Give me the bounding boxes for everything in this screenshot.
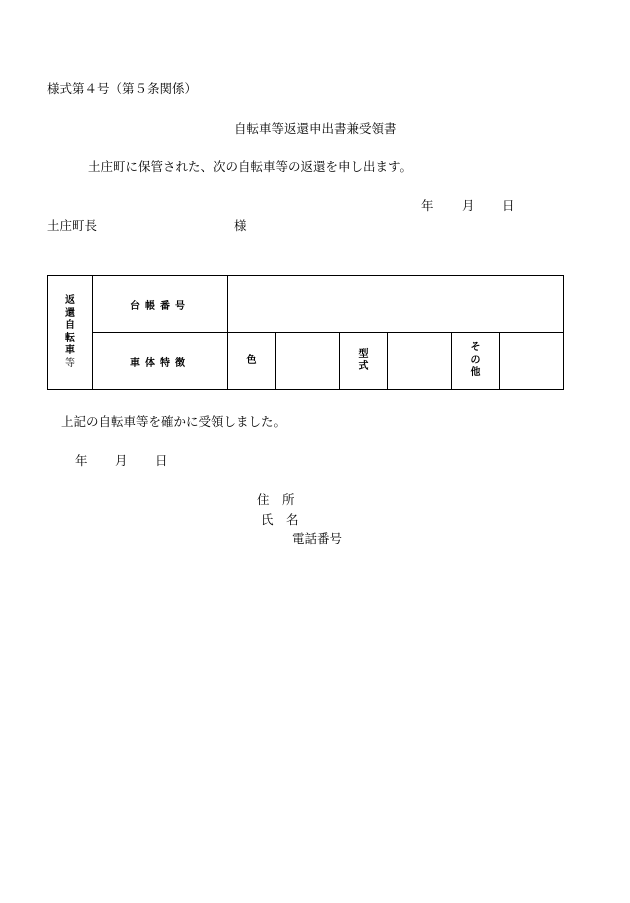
date-year-bottom: 年: [75, 453, 88, 468]
address-label: 住 所: [257, 492, 295, 507]
intro-text: 土庄町に保管された、次の自転車等の返還を申し出ます。: [88, 159, 413, 174]
other-cell: [500, 333, 564, 390]
color-cell: [276, 333, 340, 390]
other-char: の: [470, 354, 481, 366]
date-month-top: 月: [462, 198, 475, 213]
ledger-number-label: 台帳番号: [93, 276, 228, 333]
group-char: 車: [65, 345, 75, 356]
addressee-name: 土庄町長: [47, 218, 98, 233]
bicycle-group-label: [48, 276, 93, 390]
bicycle-table: [47, 275, 564, 390]
group-char: 等: [65, 357, 75, 369]
form-number: 様式第４号（第５条関係）: [47, 81, 198, 96]
addressee-honorific: 様: [234, 218, 247, 233]
group-char: 自: [65, 320, 75, 331]
document-title: 自転車等返還申出書兼受領書: [234, 121, 397, 136]
phone-label: 電話番号: [292, 531, 343, 546]
other-label: [452, 333, 500, 390]
group-char: 還: [65, 307, 75, 319]
model-label: [340, 333, 388, 390]
name-label: 氏 名: [261, 512, 299, 527]
date-day-bottom: 日: [155, 453, 168, 468]
date-day-top: 日: [502, 198, 515, 213]
group-char: 返: [65, 295, 75, 306]
body-features-label: 車体特徴: [93, 333, 228, 390]
group-char: 転: [65, 332, 75, 344]
other-char: そ: [470, 342, 481, 354]
model-char: 型: [358, 348, 369, 360]
ledger-number-cell: [228, 276, 564, 333]
color-label: 色: [228, 333, 276, 390]
model-cell: [388, 333, 452, 390]
date-year-top: 年: [421, 198, 434, 213]
other-char: 他: [470, 367, 481, 379]
receipt-text: 上記の自転車等を確かに受領しました。: [61, 414, 287, 429]
model-char: 式: [358, 361, 369, 372]
date-month-bottom: 月: [115, 453, 128, 468]
